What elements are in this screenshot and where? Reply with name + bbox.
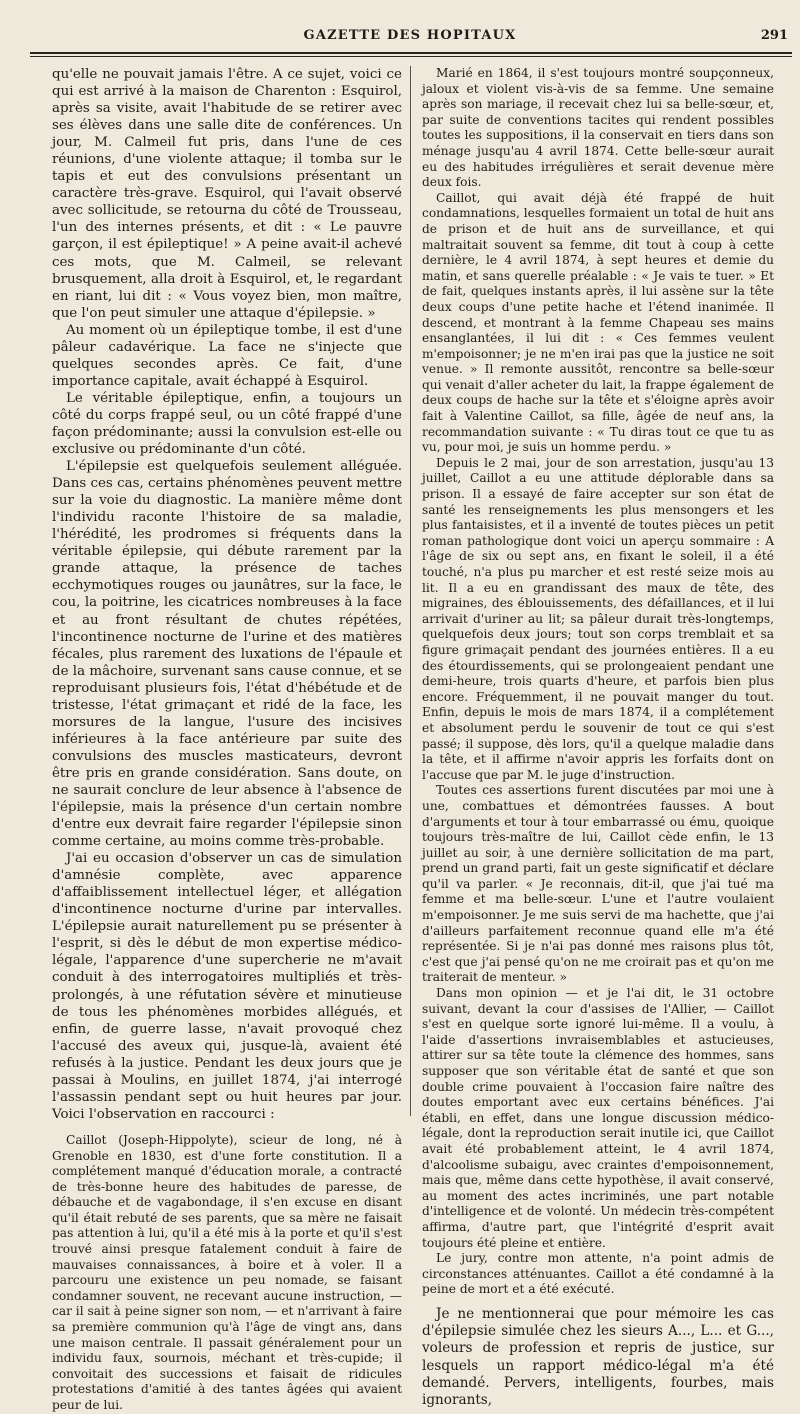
paragraph: Le véritable épileptique, enfin, a toujours un côté du corps frappé seul, ou un côté frappé d'une façon prédominante; aussi la convulsion est-elle ou exclusive ou prédominante d'un côté.	[52, 390, 402, 458]
right-column	[422, 66, 774, 1409]
header-rule-thin	[30, 56, 792, 57]
case-observation-paragraph: Le jury, contre mon attente, n'a point admis de circonstances atténuantes. Caillot a été condamné à la peine de mort et a été exécuté.	[422, 1251, 774, 1297]
case-observation-paragraph: Toutes ces assertions furent discutées par moi une à une, combattues et démontrées fausses. A bout d'arguments et tour à tour embarrassé ou ému, quoique toujours très-maître de lui, Caillot cède enfin, le 13 juillet au soir, à une dernière sollicitation de ma part, prend un grand parti, fait un geste significatif et déclare qu'il va parler. « Je reconnais, dit-il, que j'ai tué ma femme et ma belle-sœur. L'une et l'autre voulaient m'empoisonner. Je me suis servi de ma hachette, que j'ai d'ailleurs parfaitement reconnue quand elle m'a été représentée. Si je n'ai pas donné mes raisons plus tôt, c'est que j'ai pensé qu'on ne me croirait pas et qu'on me traiterait de menteur. »	[422, 783, 774, 985]
case-observation-paragraph: Marié en 1864, il s'est toujours montré soupçonneux, jaloux et violent vis-à-vis de sa femme. Une semaine après son mariage, il recevait chez lui sa belle-sœur, et, par suite de conventions tacites qui rendent possibles toutes les suppositions, il la conservait en tiers dans son ménage jusqu'au 4 avril 1874. Cette belle-sœur aurait eu des habitudes irrégulières et serait devenue mère deux fois.	[422, 66, 774, 190]
case-observation-paragraph: Caillot, qui avait déjà été frappé de huit condamnations, lesquelles formaient un total de huit ans de prison et de huit ans de surveillance, et qui maltraitait souvent sa femme, dit tout à coup à cette dernière, le 4 avril 1874, à sept heures et demie du matin, et sans querelle préalable : « Je vais te tuer. » Et de fait, quelques instants après, il lui assène sur la tête deux coups d'une petite hache et l'étend inanimée. Il descend, et montrant à la femme Chapeau ses mains ensanglantées, il lui dit : « Ces femmes veulent m'empoisonner; je ne m'en irai pas que la justice ne soit venue. » Il remonte aussitôt, rencontre sa belle-sœur qui venait d'aller acheter du lait, la frappe également de deux coups de hache sur la tête et s'éloigne après avoir fait à Valentine Caillot, sa fille, âgée de neuf ans, la recommandation suivante : « Tu diras tout ce que tu as vu, pour moi, je suis un homme perdu. »	[422, 190, 774, 455]
page-header	[30, 26, 790, 52]
paragraph: L'épilepsie est quelquefois seulement alléguée. Dans ces cas, certains phénomènes peuvent mettre sur la voie du diagnostic. La manière même dont l'individu raconte l'histoire de sa maladie, l'hérédité, les prodromes si fréquents dans la véritable épilepsie, qui débute rarement par la grande attaque, la présence de taches ecchymotiques rouges ou jaunâtres, sur la face, le cou, la poitrine, les cicatrices nombreuses à la face et au front résultant de chutes répétées, l'incontinence nocturne de l'urine et des matières fécales, plus rarement des luxations de l'épaule et de la mâchoire, survenant sans cause connue, et se reproduisant plusieurs fois, l'état d'hébétude et de tristesse, l'état grimaçant et ridé de la face, les morsures de la langue, l'usure des incisives inférieures à la face antérieure par suite des convulsions des muscles masticateurs, devront être pris en grande considération. Sans doute, on ne saurait conclure de leur absence à l'absence de l'épilepsie, mais la présence d'un certain nombre d'entre eux devrait faire regarder l'épilepsie sinon comme certaine, au moins comme très-probable.	[52, 459, 402, 850]
paragraph: qu'elle ne pouvait jamais l'être. A ce sujet, voici ce qui est arrivé à la maison de Charenton : Esquirol, après sa visite, avait l'habitude de se retirer avec ses élèves dans une salle dite de conférences. Un jour, M. Calmeil fut pris, dans l'une de ces réunions, d'une violente attaque; il tomba sur le tapis et eut des convulsions présentant un caractère très-grave. Esquirol, qui l'avait observé avec sollicitude, se retourna du côté de Trousseau, l'un des internes présents, et dit : « Le pauvre garçon, il est épileptique! » A peine avait-il achevé ces mots, que M. Calmeil, se relevant brusquement, alla droit à Esquirol, et, le regardant en riant, lui dit : « Vous voyez bien, mon maître, que l'on peut simuler une attaque d'épilepsie. »	[52, 67, 402, 321]
left-column	[52, 66, 402, 1414]
paragraph: Au moment où un épileptique tombe, il est d'une pâleur cadavérique. La face ne s'injecte que quelques secondes après. Ce fait, d'une importance capitale, avait échappé à Esquirol.	[52, 322, 402, 389]
column-divider	[410, 66, 411, 1116]
paragraph: J'ai eu occasion d'observer un cas de simulation d'amnésie complète, avec apparence d'affaiblissement intellectuel léger, et allégation d'incontinence nocturne d'urine par intervalles. L'épilepsie aurait naturellement pu se présenter à l'esprit, si dès le début de mon expertise médico-légale, l'apparence d'une supercherie ne m'avait conduit à des interrogatoires multipliés et très-prolongés, à une réfutation sévère et minutieuse de tous les phénomènes morbides allégués, et enfin, de guerre lasse, n'avait provoqué chez l'accusé des aveux qui, jusque-là, avaient été refusés à la justice. Pendant les deux jours que je passai à Moulins, en juillet 1874, j'ai interrogé l'assassin pendant sept ou huit heures par jour. Voici l'observation en raccourci :	[52, 851, 402, 1122]
case-observation-paragraph: Dans mon opinion — et je l'ai dit, le 31 octobre suivant, devant la cour d'assises de l'Allier, — Caillot s'est en quelque sorte ignoré lui-même. Il a voulu, à l'aide d'assertions invraisemblables et astucieuses, attirer sur sa tête toute la clémence des hommes, sans supposer que son véritable état de santé et que son double crime pouvaient à l'occasion faire naître des doutes emportant avec eux certains bénéfices. J'ai établi, en effet, dans une longue discussion médico-légale, dont la reproduction serait inutile ici, que Caillot avait été probablement atteint, le 4 avril 1874, d'alcoolisme subaigu, avec craintes d'empoisonnement, mais que, même dans cette hypothèse, il avait conservé, au moment des actes incriminés, une part notable d'intelligence et de volonté. Un médecin très-compétent affirma, d'autre part, que l'intégrité d'esprit avait toujours été pleine et entière.	[422, 986, 774, 1250]
case-observation-paragraph: Caillot (Joseph-Hippolyte), scieur de long, né à Grenoble en 1830, est d'une forte constitution. Il a complétement manqué d'éducation morale, a contracté de très-bonne heure des habitudes de paresse, de débauche et de vagabondage, il s'en excuse en disant qu'il était rebuté de ses parents, que sa mère ne faisait pas attention à lui, qu'il a été mis à la porte et qu'il s'est trouvé ainsi presque fatalement conduit à faire de mauvaises connaissances, à boire et à voler. Il a parcouru une existence un peu nomade, se faisant condamner souvent, ne recevant aucune instruction, — car il sait à peine signer son nom, — et n'arrivant à faire sa première communion qu'à l'âge de vingt ans, dans une maison centrale. Il passait généralement pour un individu faux, sournois, méchant et très-cupide; il convoitait des successions et faisait de ridicules protestations d'amitié à des tantes âgées qui avaient peur de lui.	[52, 1132, 402, 1412]
header-rule-thick	[30, 52, 792, 54]
page-number: 291	[760, 28, 788, 43]
journal-title: GAZETTE DES HOPITAUX	[303, 28, 517, 43]
case-observation-paragraph: Depuis le 2 mai, jour de son arrestation, jusqu'au 13 juillet, Caillot a eu une attitude déplorable dans sa prison. Il a essayé de faire accepter sur son état de santé les renseignements les plus mensongers et les plus fantaisistes, et il a inventé de toutes pièces un petit roman pathologique dont voici un aperçu sommaire : A l'âge de six ou sept ans, en fixant le soleil, il a été touché, n'a plus pu marcher et est resté seize mois au lit. Il a eu en grandissant des maux de tête, des migraines, des éblouissements, des défaillances, et il lui arrivait d'uriner au lit; sa pâleur durait très-longtemps, quelquefois deux jours; tout son corps tremblait et sa figure grimaçait pendant des journées entières. Il a eu des étourdissements, qui se prolongeaient pendant une demi-heure, trois quarts d'heure, et parfois bien plus encore. Fréquemment, il ne pouvait manger du tout. Enfin, depuis le mois de mars 1874, il a complétement et absolument perdu le souvenir de tout ce qui s'est passé; il suppose, dès lors, qu'il a quelque maladie dans la tête, et il affirme n'avoir appris les forfaits dont on l'accuse que par M. le juge d'instruction.	[422, 455, 774, 782]
paragraph: Je ne mentionnerai que pour mémoire les cas d'épilepsie simulée chez les sieurs A..., L... et G..., voleurs de profession et repris de justice, sur lesquels un rapport médico-légal m'a été demandé. Pervers, intelligents, fourbes, mais ignorants,	[422, 1305, 774, 1408]
